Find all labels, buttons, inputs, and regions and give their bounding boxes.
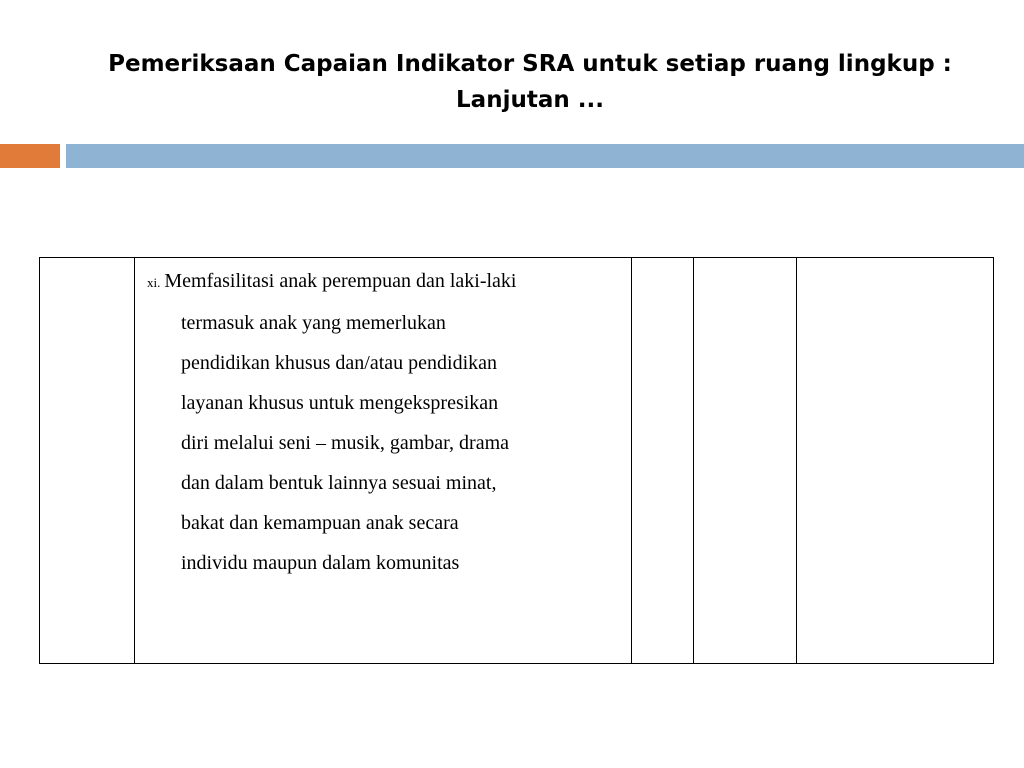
indicator-line: Memfasilitasi anak perempuan dan laki-laki [164, 270, 517, 292]
indicator-item-text [147, 261, 621, 583]
accent-bar-orange [0, 144, 60, 168]
table-cell-empty [797, 258, 994, 664]
indicator-item [135, 258, 631, 583]
indicator-table [39, 257, 994, 664]
table-cell-number [40, 258, 135, 664]
table-cell-empty [632, 258, 694, 664]
indicator-line: termasuk anak yang memerlukan [181, 312, 446, 334]
item-marker: xi. [147, 275, 161, 290]
indicator-line: layanan khusus untuk mengekspresikan [181, 392, 499, 414]
accent-bar-blue [66, 144, 1024, 168]
indicator-table-container [39, 257, 993, 664]
indicator-line: pendidikan khusus dan/atau pendidikan [181, 352, 498, 374]
table-cell-empty [694, 258, 797, 664]
indicator-line: dan dalam bentuk lainnya sesuai minat, [181, 472, 497, 494]
indicator-line: diri melalui seni – musik, gambar, drama [181, 432, 510, 454]
table-cell-indicator [135, 258, 632, 664]
indicator-line: individu maupun dalam komunitas [181, 552, 460, 574]
indicator-first-line [147, 261, 621, 303]
table-row [40, 258, 994, 664]
indicator-line: bakat dan kemampuan anak secara [181, 512, 459, 534]
slide-title: Pemeriksaan Capaian Indikator SRA untuk setiap ruang lingkup : Lanjutan ... [108, 51, 952, 113]
